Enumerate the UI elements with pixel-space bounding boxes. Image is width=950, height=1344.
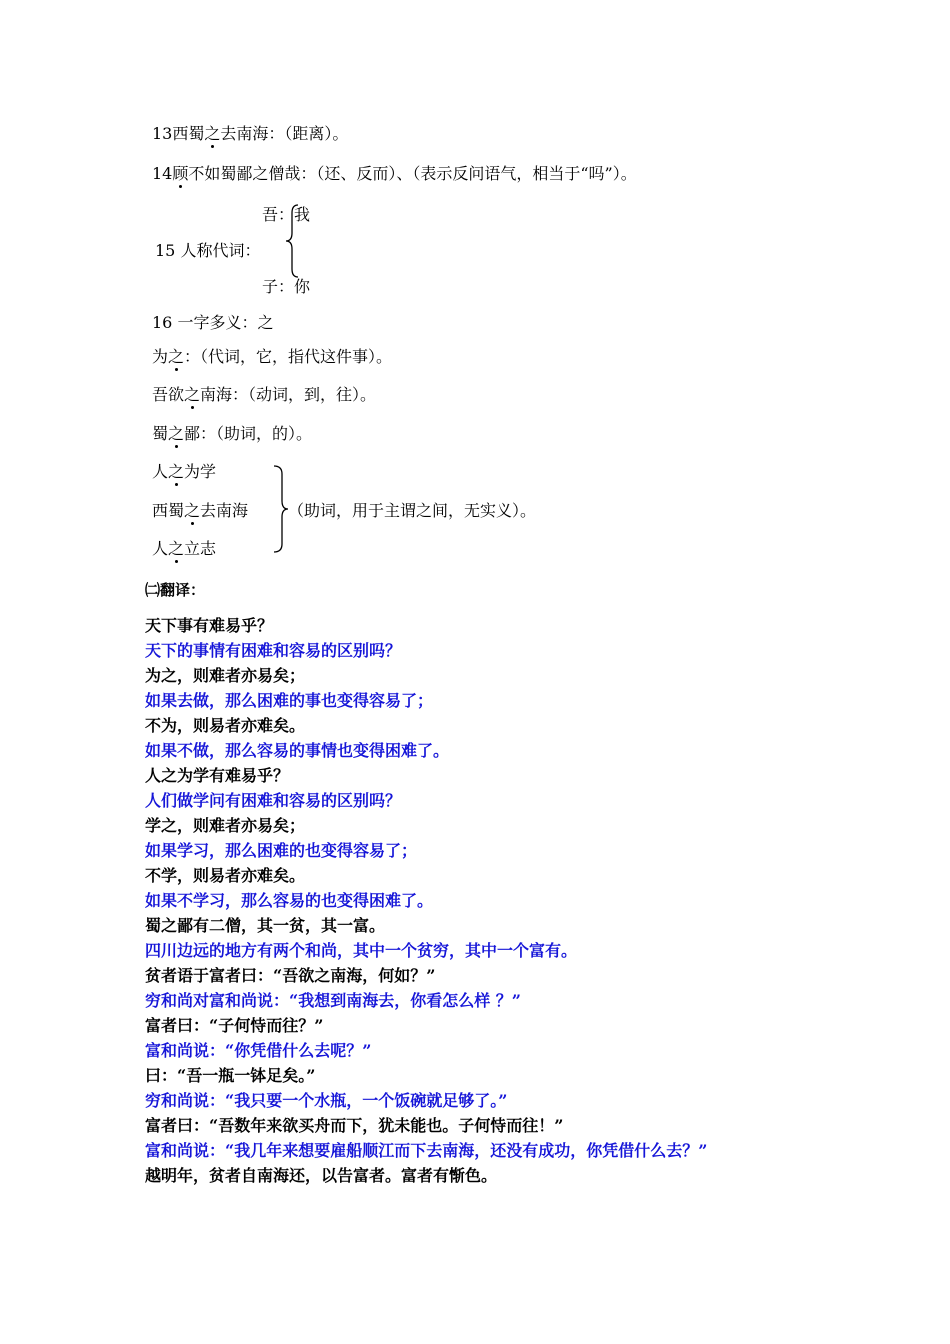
group-1-dotted-char: 之 [168, 462, 185, 481]
translation-modern: 如果学习，那么困难的也变得容易了； [145, 841, 418, 860]
translation-original: 富者曰：“子何恃而往？” [145, 1016, 324, 1035]
note-14-number: 14 [152, 164, 173, 183]
note-16-usage-1 [152, 347, 392, 367]
usage-2-dotted-char: 之 [184, 385, 201, 404]
translation-original: 不为，则易者亦难矣。 [145, 716, 306, 735]
note-15-wu: 吾：我 [262, 205, 311, 224]
translation-modern: 富和尚说：“你凭借什么去呢？” [145, 1041, 372, 1060]
note-14-post: 不如蜀鄙之僧哉：（还、反而）、（表示反问语气，相当于“吗”）。 [188, 164, 637, 183]
translation-original: 越明年，贫者自南海还，以告富者。富者有惭色。 [145, 1166, 498, 1185]
group-1-pre: 人 [152, 462, 169, 481]
note-13 [152, 124, 348, 144]
translation-modern: 富和尚说：“我几年来想要雇船顺江而下去南海，还没有成功，你凭借什么去？” [145, 1141, 708, 1160]
translation-original: 为之，则难者亦易矣； [145, 666, 306, 685]
group-3-dotted-char: 之 [168, 539, 185, 558]
translation-original: 不学，则易者亦难矣。 [145, 866, 306, 885]
note-15-zi: 子：你 [262, 277, 311, 296]
note-16-usage-2 [152, 385, 376, 405]
translation-original: 天下事有难易乎？ [145, 616, 274, 635]
group-2-dotted-char: 之 [184, 501, 201, 520]
usage-2-post: 南海：（动词，到，往）。 [200, 385, 377, 404]
note-13-pre: 西蜀 [172, 124, 205, 143]
translation-original: 人之为学有难易乎？ [145, 766, 290, 785]
translation-original: 贫者语于富者曰：“吾欲之南海，何如？” [145, 966, 436, 985]
group-1-post: 为学 [184, 462, 217, 481]
note-16-group-item-1 [152, 462, 216, 482]
translation-modern: 四川边远的地方有两个和尚，其中一个贫穷，其中一个富有。 [145, 941, 578, 960]
usage-1-dotted-char: 之 [168, 347, 185, 366]
note-16-group-brace [270, 464, 290, 554]
note-16-usage-3 [152, 424, 312, 444]
translation-original: 学之，则难者亦易矣； [145, 816, 306, 835]
translation-heading: ㈡翻译： [145, 581, 206, 599]
translation-original: 蜀之鄙有二僧，其一贫，其一富。 [145, 916, 386, 935]
note-15-brace [284, 203, 302, 279]
translation-modern: 如果不学习，那么容易的也变得困难了。 [145, 891, 434, 910]
note-15-label: 15 人称代词： [155, 241, 261, 260]
group-2-pre: 西蜀 [152, 501, 185, 520]
note-16-group-note: （助词，用于主谓之间，无实义）。 [288, 501, 537, 520]
usage-2-pre: 吾欲 [152, 385, 185, 404]
note-16-group-item-2 [152, 501, 248, 521]
translation-modern: 如果去做，那么困难的事也变得容易了； [145, 691, 434, 710]
translation-original: 富者曰：“吾数年来欲买舟而下，犹未能也。子何恃而往！” [145, 1116, 564, 1135]
usage-1-pre: 为 [152, 347, 169, 366]
group-3-post: 立志 [184, 539, 217, 558]
note-16-heading: 16 一字多义：之 [152, 313, 274, 332]
translation-modern: 穷和尚对富和尚说：“我想到南海去，你看怎么样 ？” [145, 991, 521, 1010]
group-3-pre: 人 [152, 539, 169, 558]
translation-original: 曰：“吾一瓶一钵足矣。” [145, 1066, 316, 1085]
translation-modern: 人们做学问有困难和容易的区别吗？ [145, 791, 402, 810]
usage-3-dotted-char: 之 [168, 424, 185, 443]
usage-3-post: 鄙：（助词，的）。 [184, 424, 313, 443]
note-13-dotted-char: 之 [204, 124, 221, 143]
usage-3-pre: 蜀 [152, 424, 169, 443]
note-14 [152, 164, 637, 184]
group-2-post: 去南海 [200, 501, 249, 520]
note-13-number: 13 [152, 124, 173, 143]
translation-modern: 如果不做，那么容易的事情也变得困难了。 [145, 741, 450, 760]
note-13-post: 去南海：（距离）。 [220, 124, 349, 143]
translation-modern: 穷和尚说：“我只要一个水瓶，一个饭碗就足够了。” [145, 1091, 508, 1110]
note-14-dotted-char: 顾 [172, 164, 189, 183]
note-16-group-item-3 [152, 539, 216, 559]
usage-1-post: ：（代词，它，指代这件事）。 [184, 347, 393, 366]
translation-modern: 天下的事情有困难和容易的区别吗？ [145, 641, 402, 660]
